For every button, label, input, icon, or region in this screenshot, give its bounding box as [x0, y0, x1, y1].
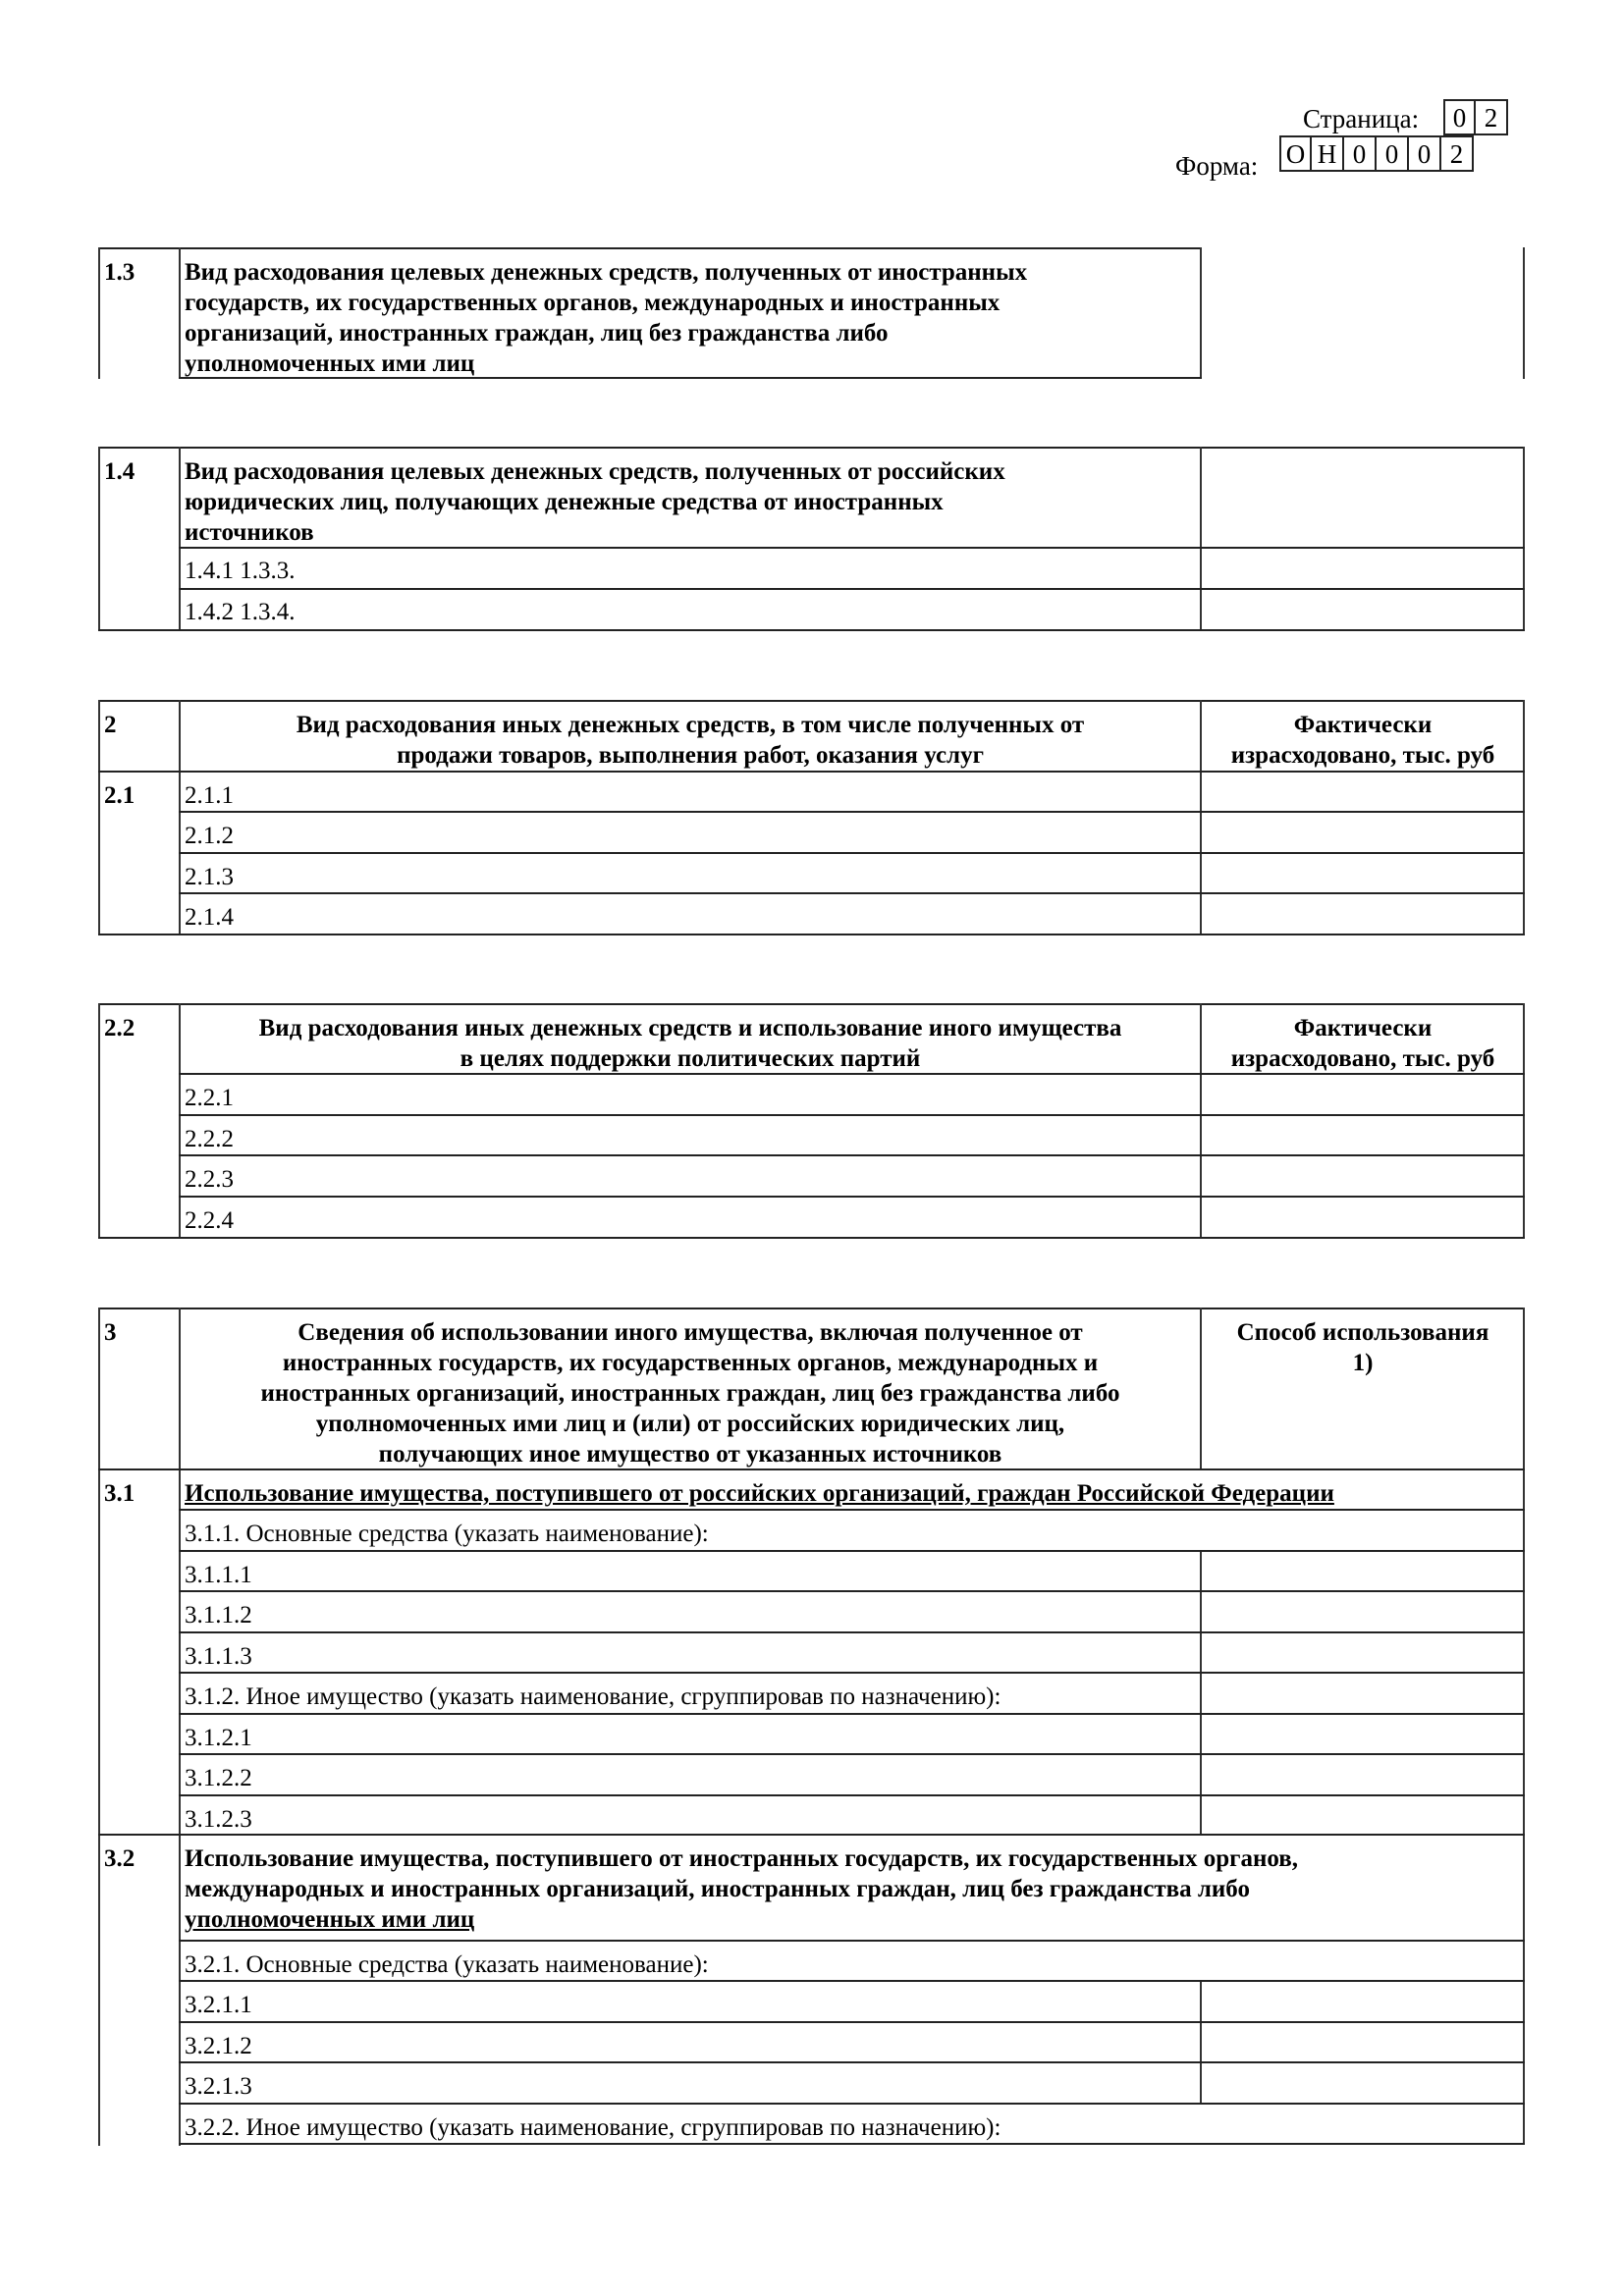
row-3-2-1-3-label: 3.2.1.3 — [185, 2073, 252, 2100]
section-2-number: 2 — [104, 712, 117, 738]
title-line: Вид расходования целевых денежных средств, полученных от российских — [185, 458, 1005, 485]
row-1-4-2-label: 1.4.2 1.3.4. — [185, 599, 296, 625]
header-line: Способ использования — [1236, 1319, 1489, 1346]
title-line: продажи товаров, выполнения работ, оказания услуг — [397, 742, 984, 769]
row-2-1-1-value[interactable] — [1202, 773, 1522, 811]
form-digit-5[interactable]: 0 — [1409, 135, 1441, 172]
page-number-label: Страница: — [1303, 104, 1420, 133]
row-2-2-3-value[interactable] — [1202, 1156, 1522, 1196]
title-line: уполномоченных ими лиц — [185, 1906, 475, 1933]
header-line: 1) — [1352, 1350, 1374, 1376]
row-3-1-1-2-label: 3.1.1.2 — [185, 1602, 252, 1629]
header-line: израсходовано, тыс. руб — [1230, 1045, 1495, 1072]
section-3-1-2-label: 3.1.2. Иное имущество (указать наименование, сгруппировав по назначению): — [185, 1683, 1001, 1710]
title-line: Вид расходования целевых денежных средств, полученных от иностранных — [185, 259, 1028, 286]
form-digit-4[interactable]: 0 — [1377, 135, 1409, 172]
page-digit-1[interactable]: 0 — [1443, 99, 1476, 135]
section-3-1-title: Использование имущества, поступившего от российских организаций, граждан Российской Федерации — [185, 1480, 1334, 1507]
title-line: международных и иностранных организаций, иностранных граждан, лиц без гражданства либо — [185, 1876, 1250, 1902]
row-2-2-3-label: 2.2.3 — [185, 1166, 234, 1193]
row-2-2-4-label: 2.2.4 — [185, 1207, 234, 1234]
title-line: Вид расходования иных денежных средств и использование иного имущества — [258, 1015, 1122, 1041]
form-code-label: Форма: — [1175, 151, 1259, 181]
row-3-2-1-1-label: 3.2.1.1 — [185, 1992, 252, 2018]
section-3-1-1-label: 3.1.1. Основные средства (указать наименование): — [185, 1521, 709, 1547]
title-line: юридических лиц, получающих денежные средства от иностранных — [185, 489, 944, 515]
section-2-title — [183, 710, 1198, 771]
section-1-3-title — [185, 257, 1196, 379]
section-3-2-1-label: 3.2.1. Основные средства (указать наименование): — [185, 1951, 709, 1978]
row-2-1-2-label: 2.1.2 — [185, 823, 234, 849]
row-3-2-1-2-value[interactable] — [1202, 2023, 1522, 2061]
row-2-2-2-value[interactable] — [1202, 1116, 1522, 1154]
header-line: Фактически — [1293, 712, 1433, 738]
row-3-1-2-1-label: 3.1.2.1 — [185, 1725, 252, 1751]
row-2-1-1-label: 2.1.1 — [185, 782, 234, 809]
section-3-title — [183, 1317, 1198, 1469]
title-line: организаций, иностранных граждан, лиц без гражданства либо — [185, 320, 889, 347]
section-3-1-2-value[interactable] — [1202, 1674, 1522, 1713]
row-2-1-4-value[interactable] — [1202, 894, 1522, 934]
row-2-2-4-value[interactable] — [1202, 1198, 1522, 1237]
row-2-1-2-value[interactable] — [1202, 813, 1522, 852]
row-3-2-1-3-value[interactable] — [1202, 2063, 1522, 2103]
title-line: Вид расходования иных денежных средств, в том числе полученных от — [296, 712, 1085, 738]
title-line: Использование имущества, поступившего от иностранных государств, их государственных органов, — [185, 1845, 1299, 1872]
section-1-3-value-cell[interactable] — [1202, 249, 1522, 377]
row-3-1-2-2-label: 3.1.2.2 — [185, 1765, 252, 1791]
form-digit-2[interactable]: Н — [1312, 135, 1344, 172]
row-2-2-1-value[interactable] — [1202, 1075, 1522, 1114]
row-3-1-1-3-value[interactable] — [1202, 1633, 1522, 1672]
section-1-4-title — [185, 456, 1196, 548]
row-3-1-1-1-value[interactable] — [1202, 1552, 1522, 1590]
section-3-1-number: 3.1 — [104, 1480, 135, 1507]
header-line: израсходовано, тыс. руб — [1230, 742, 1495, 769]
section-2-2-number: 2.2 — [104, 1015, 135, 1041]
title-line: государств, их государственных органов, международных и иностранных — [185, 290, 1001, 316]
row-2-2-1-label: 2.2.1 — [185, 1085, 234, 1111]
row-3-1-2-1-value[interactable] — [1202, 1715, 1522, 1753]
header-line: Фактически — [1293, 1015, 1433, 1041]
row-1-4-1-label: 1.4.1 1.3.3. — [185, 558, 296, 584]
section-2-value-header — [1202, 710, 1524, 771]
section-3-2-2-label: 3.2.2. Иное имущество (указать наименование, сгруппировав по назначению): — [185, 2114, 1001, 2141]
row-3-1-1-2-value[interactable] — [1202, 1592, 1522, 1631]
row-3-2-1-1-value[interactable] — [1202, 1982, 1522, 2021]
title-line: иностранных организаций, иностранных граждан, лиц без гражданства либо — [260, 1380, 1120, 1407]
title-line: уполномоченных ими лиц и (или) от российских юридических лиц, — [315, 1411, 1065, 1437]
title-line: уполномоченных ими лиц — [185, 350, 475, 377]
form-digit-6[interactable]: 2 — [1441, 135, 1474, 172]
section-1-3-number: 1.3 — [104, 259, 135, 286]
title-line: иностранных государств, их государственных органов, международных и — [282, 1350, 1099, 1376]
section-3-2-title — [185, 1843, 1520, 1935]
section-2-2-value-header — [1202, 1013, 1524, 1074]
row-3-1-2-3-label: 3.1.2.3 — [185, 1806, 252, 1833]
title-line: Сведения об использовании иного имущества, включая полученное от — [298, 1319, 1083, 1346]
row-3-1-2-2-value[interactable] — [1202, 1755, 1522, 1794]
title-line: источников — [185, 519, 314, 546]
row-2-1-3-value[interactable] — [1202, 854, 1522, 892]
section-1-4-number: 1.4 — [104, 458, 135, 485]
row-1-4-1-value[interactable] — [1202, 549, 1522, 588]
row-1-4-2-value[interactable] — [1202, 590, 1522, 629]
section-3-value-header — [1202, 1317, 1524, 1378]
form-digit-1[interactable]: О — [1279, 135, 1312, 172]
row-2-1-4-label: 2.1.4 — [185, 904, 234, 931]
row-3-2-1-2-label: 3.2.1.2 — [185, 2033, 252, 2059]
title-line: получающих иное имущество от указанных источников — [378, 1441, 1002, 1468]
title-line: в целях поддержки политических партий — [460, 1045, 921, 1072]
row-2-1-3-label: 2.1.3 — [185, 864, 234, 890]
row-3-1-1-1-label: 3.1.1.1 — [185, 1562, 252, 1588]
page-digit-2[interactable]: 2 — [1476, 99, 1508, 135]
row-3-1-2-3-value[interactable] — [1202, 1796, 1522, 1834]
form-digit-3[interactable]: 0 — [1344, 135, 1377, 172]
section-2-2-title — [183, 1013, 1198, 1074]
section-3-2-number: 3.2 — [104, 1845, 135, 1872]
row-3-1-1-3-label: 3.1.1.3 — [185, 1643, 252, 1670]
section-3-number: 3 — [104, 1319, 117, 1346]
section-2-1-number: 2.1 — [104, 782, 135, 809]
row-2-2-2-label: 2.2.2 — [185, 1126, 234, 1152]
